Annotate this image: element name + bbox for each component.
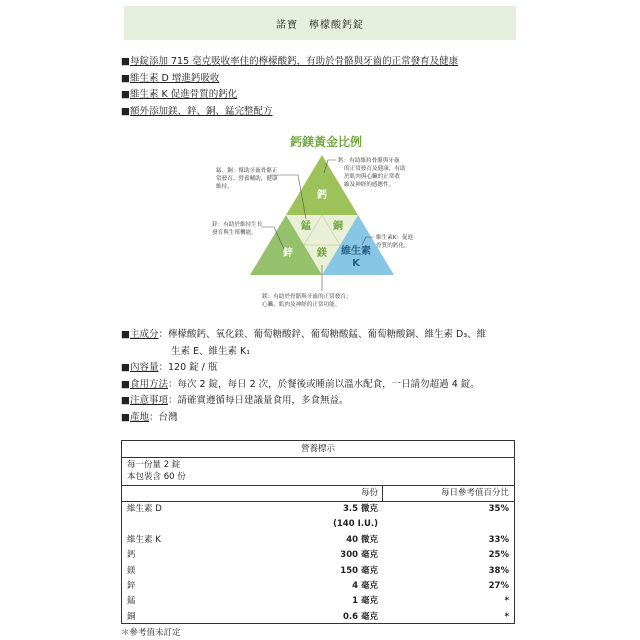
- table-row: (140 I.U.): [333, 519, 378, 530]
- product-title: 諾寶 檸檬酸鈣錠: [276, 19, 364, 31]
- zinc-label: 鋅: [283, 248, 293, 259]
- product-title-bar: [124, 6, 516, 40]
- note-zinc: 鋅：有助於維持生長 發育與生殖機能。: [212, 222, 263, 236]
- content-row: ■內容量：120 錠 / 瓶: [121, 362, 218, 374]
- usage-row: ■食用方法：每次 2 錠，每日 2 次，於餐後或睡前以溫水配食，一日請勿超過 4 錠。: [121, 378, 480, 390]
- nutrition-header: 營養標示: [122, 441, 514, 458]
- nutrition-table: [121, 440, 515, 624]
- table-row: 維生素 D 3.5 微克 35%: [127, 504, 509, 514]
- servings-per-pack: 本包裝含 60 份: [127, 471, 186, 482]
- feature-item: ■維生素 D 增進鈣吸收: [121, 72, 220, 84]
- vitamin-k-letter: K: [352, 258, 360, 269]
- col-per-serving: 每份: [360, 488, 378, 498]
- table-row: 維生素 K 40 微克 33%: [127, 534, 509, 545]
- table-row: 錳 1 毫克 *: [127, 596, 509, 607]
- magnesium-label: 鎂: [317, 248, 327, 259]
- serving-info: [122, 458, 514, 486]
- feature-item: ■額外添加鎂、鋅、銅、錳完整配方: [121, 105, 273, 117]
- table-row: 鎂 150 毫克 38%: [127, 565, 509, 576]
- note-vitamin-k: 維生素K：促進 骨質的鈣化。: [376, 235, 414, 249]
- table-row: 銅 0.6 毫克 *: [127, 611, 509, 622]
- note-manganese-copper: 錳、銅：幫助牙齒骨骼正 常發育、營養輔助，健康 維持。: [216, 168, 278, 190]
- note-magnesium: 鎂：有助於骨骼與牙齒的正常發育； 心臟、肌肉及神經的正常功能。: [262, 294, 352, 308]
- feature-list: [121, 54, 521, 120]
- serving-size: 每一份量 2 錠: [127, 460, 181, 470]
- nutrition-column-headers: [122, 486, 514, 502]
- nutrition-rows: [122, 502, 514, 625]
- product-info: [121, 327, 521, 427]
- table-row: 鈣 300 毫克 25%: [127, 550, 509, 561]
- vitamin-k-label: 維生素: [341, 246, 371, 257]
- diagram-title: 鈣鎂黃金比例: [289, 135, 363, 149]
- footnote: ＊參考值未訂定: [121, 628, 181, 638]
- note-calcium: 鈣：有助維持骨骼與牙齒 的正常發育及健康，有助 於肌肉與心臟的正常收 縮及神經的感應性。: [338, 158, 406, 188]
- table-row: 鋅 4 毫克 27%: [127, 580, 509, 591]
- col-daily-value: 每日參考值百分比: [382, 486, 514, 501]
- ingredients-row: ■主成分：檸檬酸鈣、氧化鎂、葡萄糖酸鋅、葡萄糖酸錳、葡萄糖酸銅、維生素 D₃、維: [121, 329, 487, 340]
- origin-row: ■產地：台灣: [121, 411, 178, 423]
- mineral-ratio-diagram: [208, 133, 436, 318]
- ingredients-row-cont: 生素 E、維生素 K₁: [171, 345, 251, 357]
- calcium-label: 鈣: [317, 190, 327, 201]
- feature-item: ■每錠添加 715 毫克吸收率佳的檸檬酸鈣，有助於骨骼與牙齒的正常發育及健康: [121, 56, 459, 67]
- feature-item: ■維生素 K 促進骨質的鈣化: [121, 89, 238, 100]
- manganese-label: 錳: [301, 221, 311, 232]
- copper-label: 銅: [333, 221, 343, 232]
- caution-row: ■注意事項：請確實遵循每日建議量食用，多食無益。: [121, 395, 349, 407]
